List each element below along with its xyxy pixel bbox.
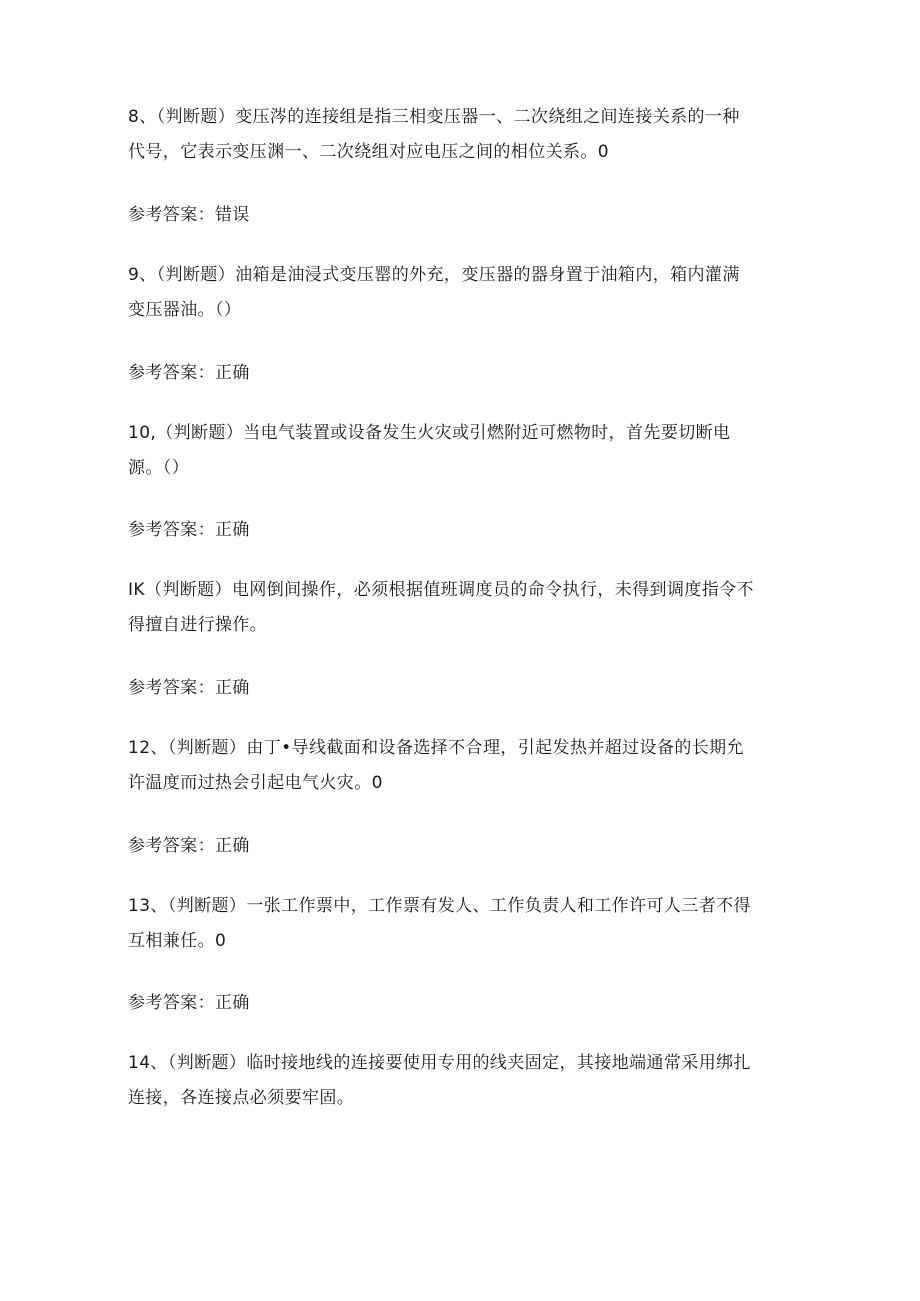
- question-text-line: 许温度而过热会引起电气火灾。0: [128, 773, 383, 793]
- question-text-line: 9、（判断题）油箱是油浸式变压罂的外充，变压器的器身置于油箱内，箱内灌满: [128, 265, 740, 285]
- question-text-line: 14、（判断题）临时接地线的连接要使用专用的线夹固定，其接地端通常采用绑扎: [128, 1053, 751, 1073]
- question-text-line: 10,（判断题）当电气装置或设备发生火灾或引燃附近可燃物时，首先要切断电: [128, 423, 731, 443]
- question-text-line: 12、（判断题）由丁•导线截面和设备选择不合理，引起发热并超过设备的长期允: [128, 738, 744, 758]
- answer-9: 参考答案：正确: [128, 363, 250, 383]
- question-text-line: 得擅自进行操作。: [128, 615, 268, 635]
- question-10: [128, 416, 808, 486]
- answer-13: 参考答案：正确: [128, 993, 250, 1013]
- question-8: [128, 100, 808, 170]
- question-text-line: 变压器油。（）: [128, 300, 242, 320]
- answer-11: 参考答案：正确: [128, 678, 250, 698]
- question-13: [128, 889, 808, 959]
- question-text-line: 互相兼任。0: [128, 931, 227, 951]
- answer-8: 参考答案：错误: [128, 205, 250, 225]
- question-14: [128, 1046, 808, 1116]
- question-text-line: 连接，各连接点必须要牢固。: [128, 1088, 355, 1108]
- question-text-line: 13、（判断题）一张工作票中，工作票有发人、工作负责人和工作许可人三者不得: [128, 896, 751, 916]
- answer-10: 参考答案：正确: [128, 520, 250, 540]
- question-9: [128, 258, 808, 328]
- question-text-line: 代号，它表示变压渊一、二次绕组对应电压之间的相位关系。0: [128, 142, 610, 162]
- answer-12: 参考答案：正确: [128, 836, 250, 856]
- question-text-line: 源。（）: [128, 458, 190, 478]
- question-text-line: 8、（判断题）变压涔的连接组是指三相变压器一、二次绕组之间连接关系的一种: [128, 107, 740, 127]
- question-11: [128, 573, 808, 643]
- question-12: [128, 731, 808, 801]
- question-text-line: IK（判断题）电网倒间操作，必须根据值班调度员的命令执行，未得到调度指令不: [128, 580, 754, 600]
